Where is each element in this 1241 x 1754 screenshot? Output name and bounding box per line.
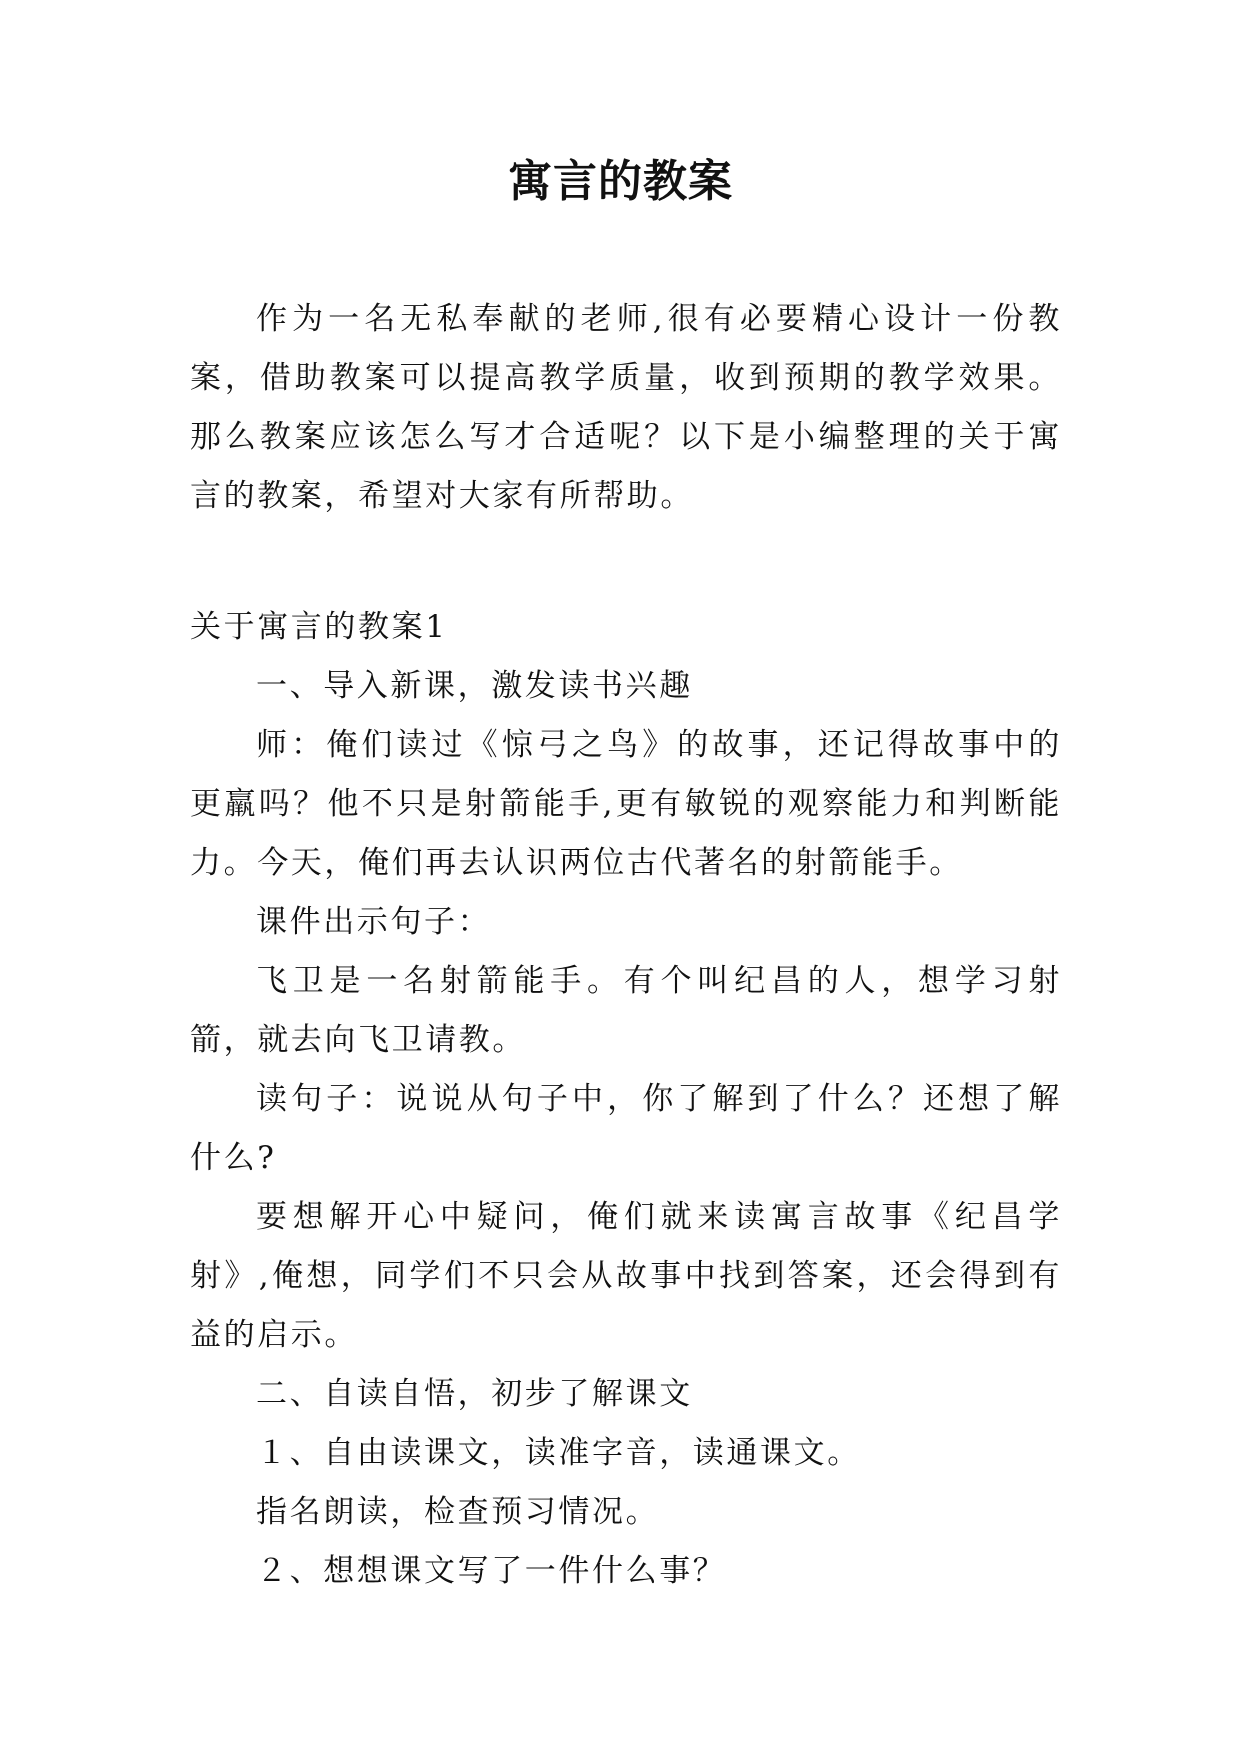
body-paragraph: 读句子：说说从句子中，你了解到了什么？还想了解什么? — [190, 1081, 1062, 1176]
body-paragraph: 师：俺们读过《惊弓之鸟》的故事，还记得故事中的更羸吗？他不只是射箭能手,更有敏锐的观察能力和判断能力。今天，俺们再去认识两位古代著名的射箭能手。 — [190, 727, 1062, 881]
intro-paragraph: 作为一名无私奉献的老师,很有必要精心设计一份教案，借助教案可以提高教学质量，收到预期的教学效果。那么教案应该怎么写才合适呢？以下是小编整理的关于寓言的教案，希望对大家有所帮助。 — [190, 301, 1062, 514]
section-spacer — [190, 526, 1062, 598]
body-paragraph: 飞卫是一名射箭能手。有个叫纪昌的人，想学习射箭，就去向飞卫请教。 — [190, 963, 1062, 1058]
document-title: 寓言的教案 — [508, 156, 733, 207]
body-paragraph: 一、导入新课，激发读书兴趣 — [256, 668, 693, 704]
body-paragraph: ２、想想课文写了一件什么事？ — [256, 1553, 727, 1589]
body-paragraph: 指名朗读，检查预习情况。 — [256, 1494, 660, 1530]
body-paragraph: １、自由读课文，读准字音，读通课文。 — [256, 1435, 861, 1471]
section-heading: 关于寓言的教案1 — [190, 609, 448, 645]
document-body — [190, 290, 1062, 1601]
body-paragraph: 要想解开心中疑问，俺们就来读寓言故事《纪昌学射》,俺想，同学们不只会从故事中找到答案，还会得到有益的启示。 — [190, 1199, 1062, 1353]
body-paragraph: 课件出示句子： — [256, 904, 492, 940]
body-paragraph: 二、自读自悟，初步了解课文 — [256, 1376, 693, 1412]
